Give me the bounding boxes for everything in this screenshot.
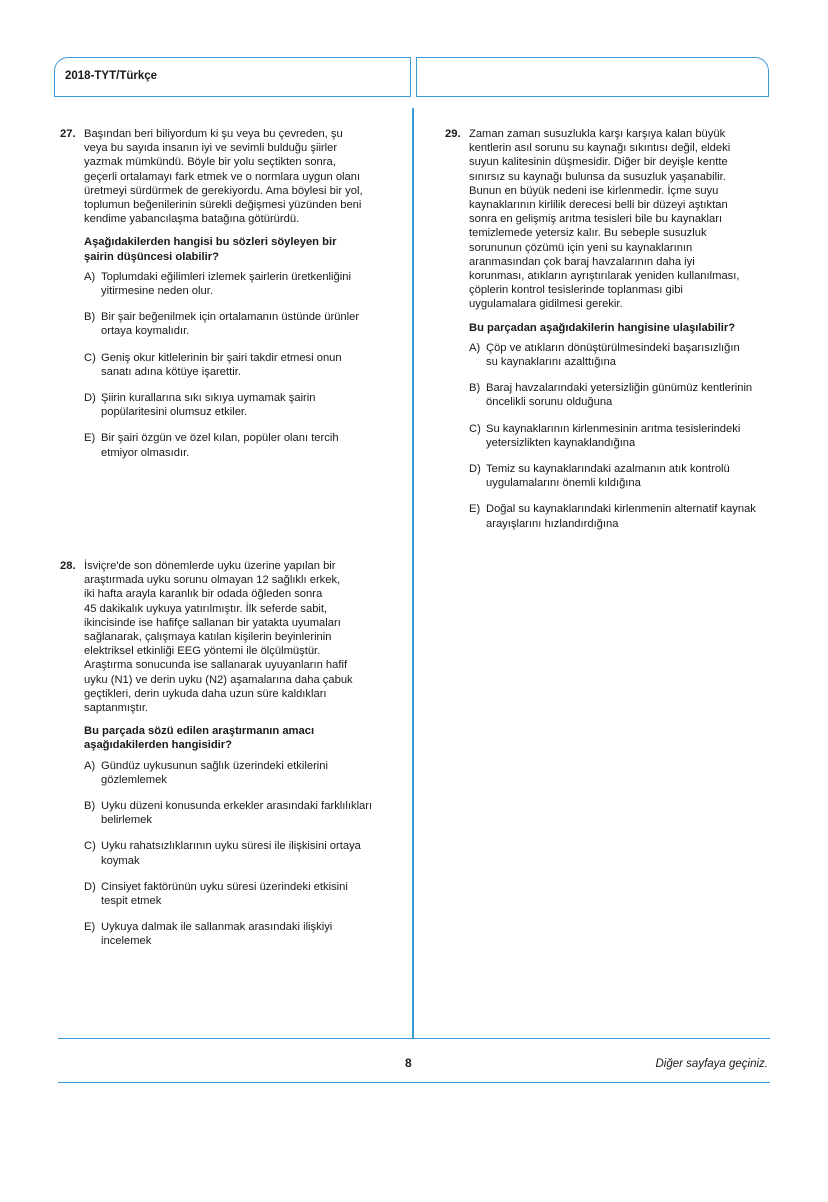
option-text [486,462,790,490]
question-number: 28. [60,560,76,572]
question-prompt [84,235,400,263]
question-passage [469,127,790,312]
option-letter: B) [84,800,96,813]
option-line: Uykuya dalmak ile sallanmak arasındaki ilişkiyi [101,921,333,934]
option-text [101,270,400,298]
footer-line-bottom [58,1082,770,1083]
prompt-line: şairin düşüncesi olabilir? [84,250,219,263]
option-text [101,839,400,867]
option-line: Temiz su kaynaklarındaki azalmanın atık kontrolü [486,463,730,476]
option-line: uygulamalarını önemli kıldığına [486,477,641,490]
option-text [101,351,400,379]
option-text [101,431,400,459]
option-text [486,341,790,369]
answer-option-d[interactable] [84,391,400,419]
answer-option-a[interactable] [469,341,790,369]
option-text [101,391,400,419]
option-text [101,799,400,827]
option-letter: B) [84,311,96,324]
answer-option-b[interactable] [84,799,400,827]
passage-line: yazmak mümkündü. Böyle bir yolu seçtikten sonra, [84,156,336,169]
answer-option-c[interactable] [84,839,400,867]
option-letter: A) [84,759,96,772]
passage-line: sınırsız su kaynağı bulunsa da susuzluk yaşanabilir. [469,170,726,183]
passage-line: kendime yabancılaşma batağına götürürdü. [84,213,300,226]
question-27 [60,127,400,472]
answer-option-e[interactable] [84,920,400,948]
next-page-note: Diğer sayfaya geçiniz. [655,1058,768,1070]
prompt-line: Bu parçada sözü edilen araştırmanın amacı [84,725,315,738]
option-line: Bir şairi özgün ve özel kılan, popüler olanı tercih [101,432,339,445]
footer-line-top [58,1038,770,1039]
answer-option-c[interactable] [84,351,400,379]
option-letter: E) [84,432,96,445]
option-line: Uyku rahatsızlıklarının uyku süresi ile ilişkisini ortaya [101,840,361,853]
option-letter: D) [84,880,96,893]
option-text [486,502,790,530]
question-passage [84,127,400,226]
question-29 [445,127,790,543]
option-line: incelemek [101,935,152,948]
prompt-line: Aşağıdakilerden hangisi bu sözleri söyleyen bir [84,236,337,249]
option-line: Toplumdaki eğilimleri izlemek şairlerin üretkenliğini [101,270,351,283]
header-right-box [416,57,769,97]
passage-line: Bunun en büyük nedeni ise kirlenmedir. İçme suyu [469,184,719,197]
prompt-line: Bu parçadan aşağıdakilerin hangisine ulaşılabilir? [469,321,736,334]
option-line: Gündüz uykusunun sağlık üzerindeki etkilerini [101,759,328,772]
option-text [486,381,790,409]
option-text [101,880,400,908]
option-letter: A) [84,270,96,283]
option-letter: E) [469,503,481,516]
option-letter: B) [469,382,481,395]
passage-line: elektriksel etkinliği EEG yöntemi ile ölçülmüştür. [84,645,321,658]
option-text [486,422,790,450]
question-number: 29. [445,128,461,140]
option-line: Baraj havzalarındaki yetersizliğin günümüz kentlerinin [486,382,753,395]
option-letter: E) [84,921,96,934]
question-prompt [84,724,400,752]
answer-option-d[interactable] [469,462,790,490]
passage-line: araştırmada uyku sorunu olmayan 12 sağlıklı erkek, [84,574,341,587]
option-letter: C) [469,422,481,435]
passage-line: geçtikleri, derin uykuda daha uzun süre kaldıkları [84,687,327,700]
passage-line: Zaman zaman susuzlukla karşı karşıya kalan büyük [469,128,726,140]
option-line: arayışlarını hızlandırdığına [486,517,619,530]
question-passage [84,559,400,715]
passage-line: aranmasından çok baraj havzalarının daha iyi [469,255,695,268]
option-letter: A) [469,341,481,354]
option-line: Şiirin kurallarına sıkı sıkıya uymamak şairin [101,392,316,405]
answer-options [84,270,400,460]
option-line: sanatı adına kötüye işarettir. [101,365,241,378]
option-line: Geniş okur kitlelerinin bir şairi takdir etmesi onun [101,351,342,364]
answer-option-a[interactable] [84,759,400,787]
passage-line: sorununun çözümü için yeni su kaynaklarının [469,241,693,254]
option-line: belirlemek [101,814,152,827]
option-line: Doğal su kaynaklarındaki kirlenmenin alternatif kaynak [486,503,756,516]
passage-line: uyku (N1) ve derin uyku (N2) aşamalarına daha çabuk [84,673,353,686]
option-line: etmiyor olmasıdır. [101,446,190,459]
passage-line: veya bu sayıda insanın iyi ve sevimli bulduğu şiirler [84,142,338,155]
option-letter: D) [469,463,481,476]
answer-options [469,341,790,531]
question-28 [60,559,400,961]
passage-line: 45 dakikalık uykuya yatırılmıştır. İlk seferde sabit, [84,602,328,615]
option-letter: C) [84,840,96,853]
answer-option-b[interactable] [84,310,400,338]
answer-option-b[interactable] [469,381,790,409]
option-text [101,920,400,948]
option-line: ortaya koymalıdır. [101,325,190,338]
passage-line: üretmeyi sürdürmek de gerekiyordu. Ama böylesi bir yol, [84,184,363,197]
prompt-line: aşağıdakilerden hangisidir? [84,739,232,752]
question-number: 27. [60,128,76,140]
passage-line: sonra en gelişmiş arıtma tesisleri bile bu kaynakları [469,213,723,226]
passage-line: İsviçre'de son dönemlerde uyku üzerine yapılan bir [84,560,336,572]
answer-option-a[interactable] [84,270,400,298]
option-line: yetersizlikten kaynaklandığına [486,436,636,449]
passage-line: Araştırma sonucunda ise sallanarak uyuyanların hafif [84,659,348,672]
passage-line: çöplerin kontrol tesislerinde toplanması gibi [469,284,683,297]
option-letter: D) [84,392,96,405]
option-text [101,310,400,338]
option-line: öncelikli sorunu olduğuna [486,396,613,409]
option-letter: C) [84,351,96,364]
passage-line: korunması, atıkların ayrıştırılarak yeniden kullanılması, [469,270,740,283]
header-left-box [54,57,411,97]
question-prompt [469,321,790,335]
option-line: tespit etmek [101,895,162,908]
option-line: Uyku düzeni konusunda erkekler arasındaki farklılıkları [101,800,373,813]
passage-line: sağlanarak, çalışmaya katılan kişilerin beyinlerinin [84,631,332,644]
passage-line: suyun kalitesinin düşmesidir. Diğer bir deyişle kentte [469,156,728,169]
option-line: su kaynaklarını azalttığına [486,356,616,369]
passage-line: uygulamalara gidilmesi gerekir. [469,298,623,311]
option-text [101,759,400,787]
page-number: 8 [405,1056,412,1070]
answer-option-e[interactable] [469,502,790,530]
option-line: popülaritesini olumsuz etkiler. [101,406,248,419]
passage-line: ikincisinde ise hafifçe sallanan bir yatakta uyumaları [84,616,341,629]
passage-line: kentlerin asıl sorunu su kaynağı sıkıntısı değil, eldeki [469,142,731,155]
column-divider [412,108,414,1038]
passage-line: Başından beri biliyordum ki şu veya bu çevreden, şu [84,128,343,140]
option-line: Çöp ve atıkların dönüştürülmesindeki başarısızlığın [486,341,740,354]
answer-option-c[interactable] [469,422,790,450]
option-line: Bir şair beğenilmek için ortalamanın üstünde ürünler [101,311,360,324]
passage-line: iki hafta arayla karanlık bir odada öğleden sonra [84,588,323,601]
passage-line: geçerli ortalamayı fark etmek ve o normlara uygun olanı [84,170,361,183]
passage-line: toplumun beğenilerinin sürekli değişmesi yüzünden beni [84,199,362,212]
option-line: gözlemlemek [101,773,167,786]
option-line: Su kaynaklarının kirlenmesinin arıtma tesislerindeki [486,422,741,435]
answer-options [84,759,400,949]
option-line: yitirmesine neden olur. [101,285,213,298]
exam-title: 2018-TYT/Türkçe [65,70,158,82]
answer-option-d[interactable] [84,880,400,908]
passage-line: kaynaklarının kirlilik derecesi belli bir düzeyi aştıktan [469,199,728,212]
option-line: koymak [101,854,140,867]
option-line: Cinsiyet faktörünün uyku süresi üzerindeki etkisini [101,880,348,893]
passage-line: saptanmıştır. [84,702,149,715]
passage-line: temizlemede yetersiz kalır. Bu sebeple susuzluk [469,227,707,240]
answer-option-e[interactable] [84,431,400,459]
